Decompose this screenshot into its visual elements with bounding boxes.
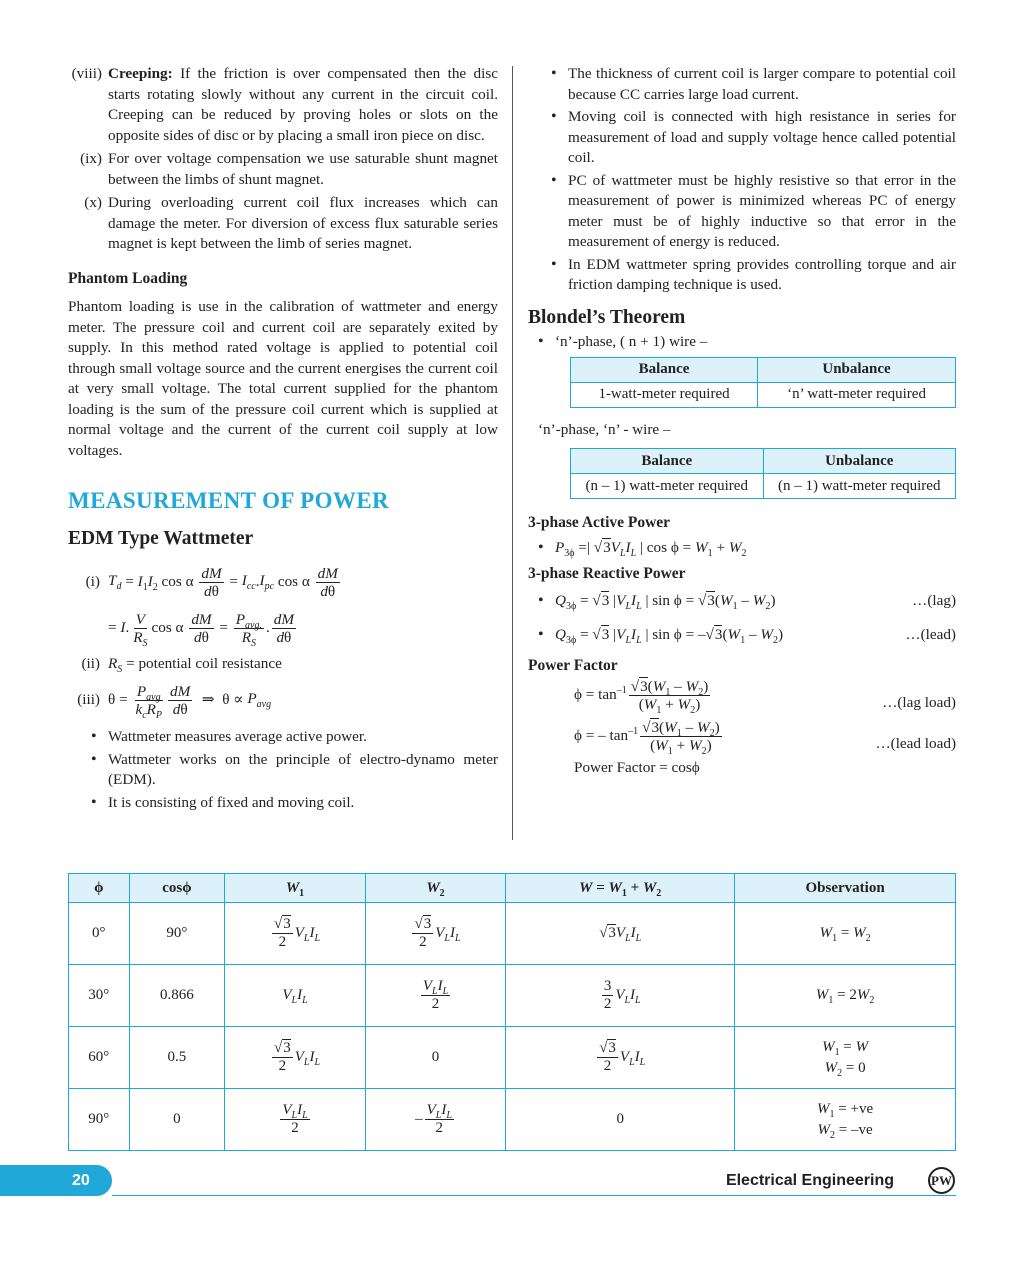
cell-w1: $V_LI_L$ <box>225 965 366 1027</box>
table-header: Unbalance <box>763 449 956 474</box>
lag-load-tag: …(lag load) <box>882 693 956 711</box>
power-readings-table <box>68 873 956 1151</box>
coil-bullets <box>551 64 956 296</box>
cell-cos: 0.866 <box>129 965 225 1027</box>
bullet-item: • Wattmeter measures average active power. <box>91 727 498 748</box>
bullet-item: • PC of wattmeter must be highly resistive so that error in the measurement of power is minimized whereas PC of energy meter must be of highly inductive so that error in the measurement of energy is reduced. <box>551 171 956 253</box>
item-text: If the friction is over compensated then the disc starts rotating slowly without any current in the circuit coil. Creeping can be reduced by proving holes or slots on the opposite sides of disc or by placing a small iron piece on disc. <box>108 65 498 144</box>
blondel-table-1 <box>570 357 956 408</box>
eq-label: (ii) <box>81 654 100 672</box>
item-text: For over voltage compensation we use saturable shunt magnet between the limbs of shunt magnet. <box>108 150 498 188</box>
item-bold: Creeping: <box>108 65 173 82</box>
table-row <box>69 903 956 965</box>
eq-label: (i) <box>85 572 100 590</box>
header-observation: Observation <box>735 874 956 903</box>
deflection-equation: (iii) θ = $\frac{P_{avg}}{k_cR_P}$ $\frac{dM}{d\theta}$ ⇒ $\theta \propto P_{avg}$ <box>68 677 498 723</box>
case-n-plus-1: • ‘n’-phase, ( n + 1) wire – <box>538 332 956 353</box>
phantom-paragraph: Phantom loading is use in the calibration of wattmeter and energy meter. The pressure coil and current coil are separately exited by supply. In this method rated voltage is applied to potential coil through small voltage source and the current energises the current coil at very small voltage. The total current supplied for the phantom loading is the sum of the pressure coil current which is supplied at normal voltage and the current of the current coil supply at low voltages. <box>68 298 498 459</box>
reactive-lead-formula: • $Q_{3\phi} = √3$ $|V_LI_L$ | $\sin \phi = -√3(W_1 - W_2)$ …(lead) <box>538 625 956 646</box>
cell-w2: $\frac{V_LI_L}{2}$ <box>365 965 506 1027</box>
header-w-total: $W = W_1 + W_2$ <box>506 874 735 903</box>
column-divider <box>512 66 513 840</box>
table-cell: (n – 1) watt-meter required <box>763 474 956 499</box>
item-text: During overloading current coil flux increases which can damage the meter. For diversion of excess flux saturable series magnet is kept between the limb of series magnet. <box>108 194 498 252</box>
table-row <box>69 1089 956 1151</box>
wattmeter-bullets <box>91 727 498 813</box>
list-item <box>68 149 498 190</box>
cell-cos: 0 <box>129 1089 225 1151</box>
reactive-lag-formula: • $Q_{3\phi} = √3$ $|V_LI_L$ | $\sin \phi = √3(W_1 - W_2)$ …(lag) <box>538 591 956 612</box>
active-power-formula: • $P_{3\phi}$ =| $√3V_LI_L$ | $\cos \phi = W_1 + W_2$ <box>538 538 956 559</box>
footer-subject: Electrical Engineering <box>725 1172 894 1189</box>
cell-w2: – $\frac{V_LI_L}{2}$ <box>365 1089 506 1151</box>
item-number: (ix) <box>80 150 102 167</box>
left-column <box>68 64 498 815</box>
blondel-heading: Blondel’s Theorem <box>528 306 686 328</box>
header-cos: cosϕ <box>129 874 225 903</box>
lag-tag: …(lag) <box>912 591 956 609</box>
cell-phi: 90° <box>69 1089 130 1151</box>
item-number: (x) <box>84 194 102 211</box>
footer-rule <box>112 1195 956 1196</box>
phantom-heading: Phantom Loading <box>68 269 188 287</box>
cell-w1: $\frac{V_LI_L}{2}$ <box>225 1089 366 1151</box>
section-heading: MEASUREMENT OF POWER <box>68 488 390 513</box>
list-item <box>68 193 498 255</box>
edm-heading: EDM Type Wattmeter <box>68 527 254 549</box>
bullet-item: • Moving coil is connected with high resistance in series for measurement of load and supply voltage hence called potential coil. <box>551 107 956 169</box>
lead-tag: …(lead) <box>905 626 956 643</box>
case-n: ‘n’-phase, ‘n’ - wire – <box>538 420 671 438</box>
cell-phi: 60° <box>69 1027 130 1089</box>
cell-observation: $W_1 = W_2$ <box>735 903 956 965</box>
right-column <box>528 64 956 779</box>
pf-lag-formula: $\phi = \tan^{-1}$ $\frac{√3(W_1 - W_2)}{(W_1 + W_2)}$ …(lag load) <box>574 678 956 717</box>
cell-w2: 0 <box>365 1027 506 1089</box>
table-header: Balance <box>571 357 758 382</box>
cell-w: $√3V_LI_L$ <box>506 903 735 965</box>
header-w2: $W_2$ <box>365 874 506 903</box>
page-number: 20 <box>0 1165 112 1196</box>
rs-text: = potential coil resistance <box>122 654 282 672</box>
table-header-row <box>69 874 956 903</box>
bullet-item: • It is consisting of fixed and moving coil. <box>91 793 498 814</box>
eq-label: (iii) <box>77 690 100 708</box>
cell-cos: 0.5 <box>129 1027 225 1089</box>
cell-w1: $\frac{√3}{2}$ $V_LI_L$ <box>225 1027 366 1089</box>
table-row <box>69 1027 956 1089</box>
bullet-item: • Wattmeter works on the principle of electro-dynamo meter (EDM). <box>91 750 498 791</box>
cell-w2: $\frac{√3}{2}$ $V_LI_L$ <box>365 903 506 965</box>
table-header: Balance <box>571 449 764 474</box>
page-footer <box>0 1165 1024 1196</box>
cell-phi: 30° <box>69 965 130 1027</box>
reactive-power-heading: 3-phase Reactive Power <box>528 565 686 582</box>
pf-lead-formula: ϕ = – $\tan^{-1}$ $\frac{√3(W_1 - W_2)}{(W_1 + W_2)}$ …(lead load) <box>574 719 956 758</box>
item-number: (viii) <box>71 65 102 82</box>
cell-observation: $W_1 = 2W_2$ <box>735 965 956 1027</box>
torque-equation: (i) $T_d = I_1I_2$ cos α $\frac{dM}{d\theta}$ = $I_{cc}.I_{pc}$ cos α $\frac{dM}{d\theta}$ <box>68 559 498 605</box>
table-header: Unbalance <box>758 357 956 382</box>
blondel-table-2 <box>570 448 956 499</box>
cell-observation: $W_1 = +ve$ $W_2 = -ve$ <box>735 1089 956 1151</box>
active-power-heading: 3-phase Active Power <box>528 514 671 531</box>
cell-cos: 90° <box>129 903 225 965</box>
rs-definition: (ii) $R_S$ = potential coil resistance <box>68 651 498 677</box>
pw-logo-icon: PW <box>928 1167 955 1194</box>
power-factor-line: Power Factor = cosϕ <box>574 759 700 776</box>
power-factor-heading: Power Factor <box>528 656 618 674</box>
table-cell: (n – 1) watt-meter required <box>571 474 764 499</box>
torque-equation-2: = I. $\frac{V}{R_S}$ cos α $\frac{dM}{d\theta}$ = $\frac{P_{avg.}}{R_S}$ . $\frac{dM}{d\theta}$ <box>108 610 295 649</box>
table-cell: 1-watt-meter required <box>571 382 758 407</box>
cell-observation: $W_1 = W$ $W_2 = 0$ <box>735 1027 956 1089</box>
list-item <box>68 64 498 146</box>
cell-w: $\frac{3}{2}$ $V_LI_L$ <box>506 965 735 1027</box>
lead-load-tag: …(lead load) <box>875 734 956 752</box>
cell-w: 0 <box>506 1089 735 1151</box>
table-cell: ‘n’ watt-meter required <box>758 382 956 407</box>
bullet-item: • In EDM wattmeter spring provides controlling torque and air friction damping technique is used. <box>551 255 956 296</box>
header-phi: ϕ <box>69 874 130 903</box>
cell-w: $\frac{√3}{2}$ $V_LI_L$ <box>506 1027 735 1089</box>
header-w1: $W_1$ <box>225 874 366 903</box>
cell-w1: $\frac{√3}{2}$ $V_LI_L$ <box>225 903 366 965</box>
table-row <box>69 965 956 1027</box>
bullet-item: • The thickness of current coil is larger compare to potential coil because CC carries large load current. <box>551 64 956 105</box>
cell-phi: 0° <box>69 903 130 965</box>
